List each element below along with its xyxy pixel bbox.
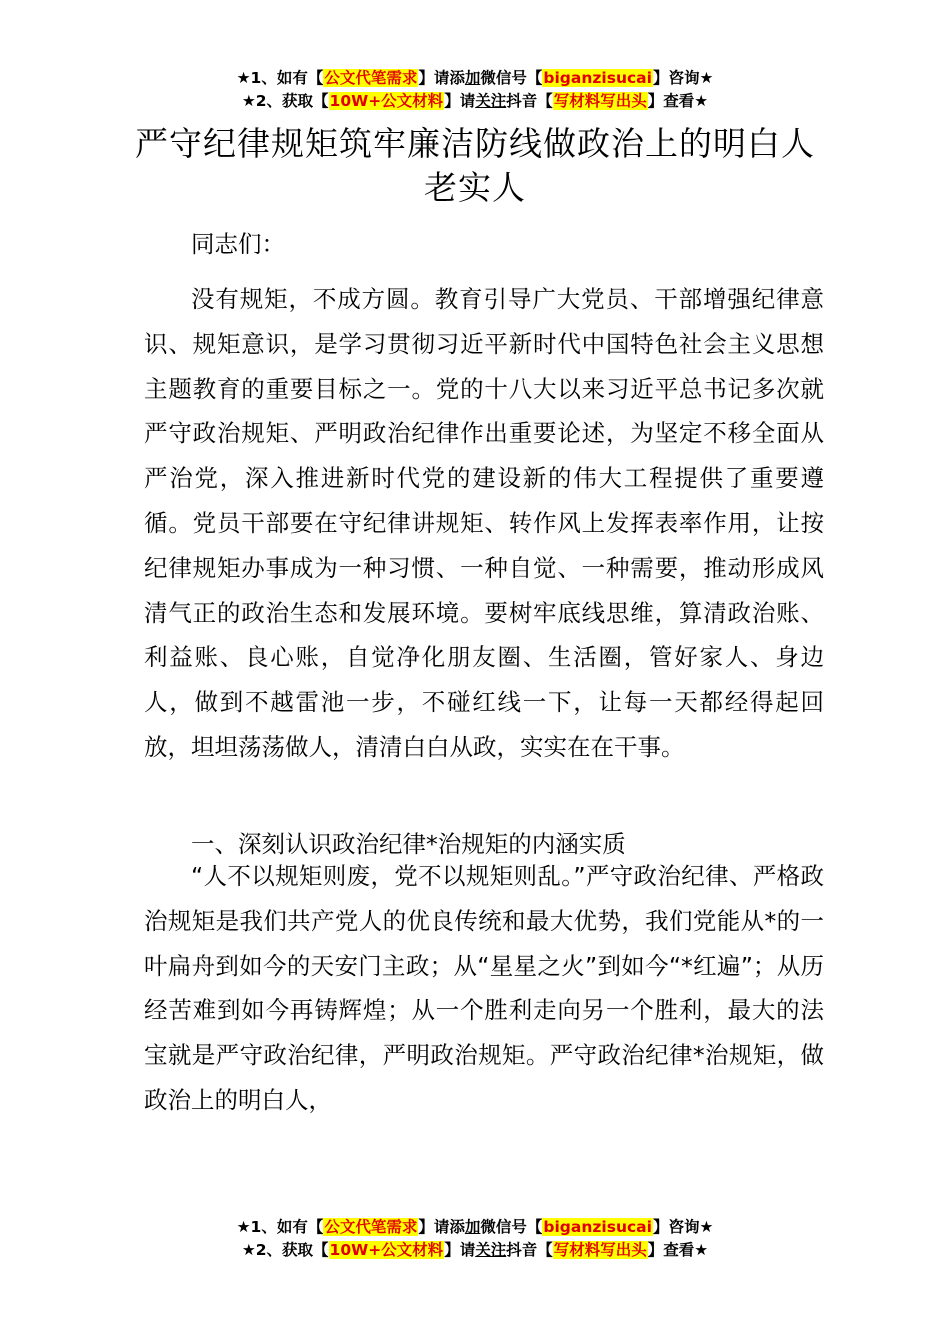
paragraph-text: “人不以规矩则废，党不以规矩则乱。”严守政治纪律、严格政治规矩是我们共产党人的优良传统和最大优势，我们党能从*的一叶扁舟到如今的天安门主政；从“星星之火”到如今“*红遍”；从历经苦难到如今再铸辉煌；从一个胜利走向另一个胜利，最大的法宝就是严守政治纪律，严明政治规矩。严守政治纪律*治规矩，做政治上的明白人， [144,862,824,1114]
notice-text: ★2、获取【 [241,1241,329,1259]
notice-text: 抖音【 [506,1241,553,1259]
paragraph-text: 没有规矩，不成方圆。教育引导广大党员、干部增强纪律意识、规矩意识，是学习贯彻习近平新时代中国特色社会主义思想主题教育的重要目标之一。党的十八大以来习近平总书记多次就严守政治规矩、严明政治纪律作出重要论述，为坚定不移全面从严治党，深入推进新时代党的建设新的伟大工程提供了重要遵循。党员干部要在守纪律讲规矩、转作风上发挥表率作用，让按纪律规矩办事成为一种习惯、一种自觉、一种需要，推动形成风清气正的政治生态和发展环境。要树牢底线思维，算清政治账、利益账、良心账，自觉净化朋友圈、生活圈，管好家人、身边人，做到不越雷池一步，不碰红线一下，让每一天都经得起回放，坦坦荡荡做人，清清白白从政，实实在在干事。 [144,285,824,761]
notice-line-2 [0,1239,950,1262]
notice-line-2 [0,90,950,113]
salutation-text: 同志们： [191,230,285,258]
highlight-douyin-id: 写材料写出头 [553,92,647,110]
notice-text: 】咨询★ [652,69,714,87]
notice-text: 】查看★ [647,92,709,110]
notice-text: ★2、获取【 [241,92,329,110]
document-title: 严守纪律规矩筑牢廉洁防线做政治上的明白人老实人 [135,124,815,207]
highlight-service: 公文代笔需求 [324,1218,418,1236]
highlight-wechat-id: biganzisucai [543,69,652,87]
highlight-materials: 10W+公文材料 [329,92,444,110]
notice-text: 微信号【 [480,69,543,87]
highlight-materials: 10W+公文材料 [329,1241,444,1259]
section-heading-text: 一、深刻认识政治纪律*治规矩的内涵实质 [191,830,626,858]
notice-text: 】查看★ [647,1241,709,1259]
notice-text: 关注 [475,92,507,110]
notice-text: 加 [464,1218,481,1236]
notice-line-1 [0,67,950,90]
notice-line-1 [0,1216,950,1239]
salutation [144,222,824,267]
notice-text: 】请 [444,92,476,110]
highlight-douyin-id: 写材料写出头 [553,1241,647,1259]
notice-text: 关注 [475,1241,507,1259]
notice-text: 】咨询★ [652,1218,714,1236]
body-paragraph-2 [144,854,824,1123]
notice-text: 】请添 [418,69,465,87]
notice-text: 】请添 [418,1218,465,1236]
body-paragraph-1 [144,277,824,770]
notice-text: 微信号【 [480,1218,543,1236]
highlight-wechat-id: biganzisucai [543,1218,652,1236]
notice-text: ★1、如有【 [236,69,324,87]
footer-notice [0,1216,950,1262]
highlight-service: 公文代笔需求 [324,69,418,87]
notice-text: 抖音【 [506,92,553,110]
notice-text: ★1、如有【 [236,1218,324,1236]
header-notice [0,67,950,113]
notice-text: 】请 [444,1241,476,1259]
notice-text: 加 [464,69,481,87]
